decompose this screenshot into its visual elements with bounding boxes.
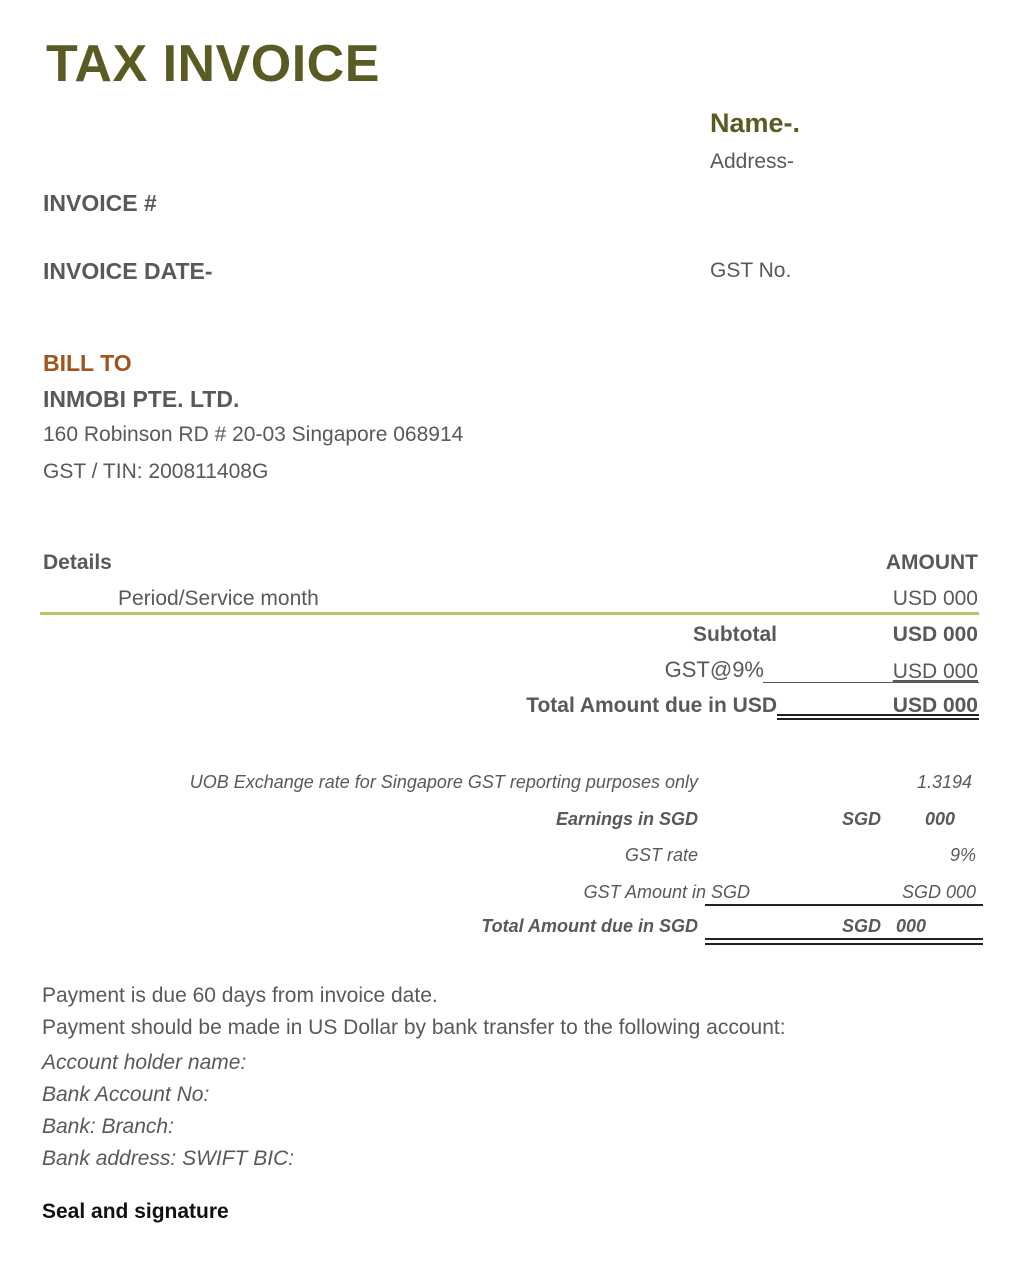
payment-instructions: Payment should be made in US Dollar by bank transfer to the following account: (42, 1016, 786, 1039)
bill-to-gst: GST / TIN: 200811408G (43, 460, 269, 483)
bank-branch-label: Bank: Branch: (42, 1115, 174, 1138)
bank-address-label: Bank address: SWIFT BIC: (42, 1147, 295, 1170)
line-item-amount: USD 000 (892, 587, 978, 610)
subtotal-label: Subtotal (693, 623, 777, 646)
invoice-title: TAX INVOICE (46, 35, 380, 93)
exchange-rate-value: 1.3194 (916, 772, 972, 792)
line-item-description: Period/Service month (118, 587, 319, 610)
gst-rate-value: 9% (949, 845, 976, 865)
gst-sgd-underline (705, 904, 983, 906)
gst-amount-sgd-label: GST Amount in SGD (583, 882, 750, 902)
earnings-sgd-currency: SGD (842, 809, 882, 829)
seller-name: Name-. (710, 108, 801, 138)
exchange-rate-label: UOB Exchange rate for Singapore GST reporting purposes only (189, 772, 698, 792)
bill-to-address: 160 Robinson RD # 20-03 Singapore 068914 (43, 423, 464, 446)
amount-column-header: AMOUNT (885, 551, 978, 574)
gst-value: USD 000 (892, 660, 978, 683)
total-sgd-double-underline (705, 938, 983, 945)
total-usd-value: USD 000 (892, 694, 978, 717)
gst-rate-label: GST rate (624, 845, 698, 865)
bill-to-heading: BILL TO (43, 350, 132, 376)
total-sgd-value: 000 (896, 916, 927, 936)
bill-to-company: INMOBI PTE. LTD. (43, 386, 240, 412)
seller-gst-number: GST No. (710, 259, 792, 282)
gst-label: GST@9% (664, 657, 764, 682)
invoice-number-label: INVOICE # (43, 190, 157, 216)
account-holder-label: Account holder name: (42, 1051, 247, 1074)
invoice-date-label: INVOICE DATE- (43, 258, 213, 284)
seller-address: Address- (710, 150, 795, 173)
subtotal-value: USD 000 (892, 623, 978, 646)
payment-terms: Payment is due 60 days from invoice date. (42, 984, 438, 1007)
items-divider (40, 612, 979, 615)
bank-account-label: Bank Account No: (42, 1083, 210, 1106)
total-sgd-label: Total Amount due in SGD (481, 916, 698, 936)
seal-and-signature-label: Seal and signature (42, 1200, 229, 1223)
total-usd-double-underline (777, 714, 979, 720)
details-column-header: Details (43, 551, 112, 574)
earnings-sgd-label: Earnings in SGD (555, 809, 698, 829)
total-sgd-currency: SGD (842, 916, 882, 936)
gst-amount-sgd-value: SGD 000 (901, 882, 976, 902)
earnings-sgd-value: 000 (925, 809, 956, 829)
total-usd-label: Total Amount due in USD (526, 694, 777, 717)
